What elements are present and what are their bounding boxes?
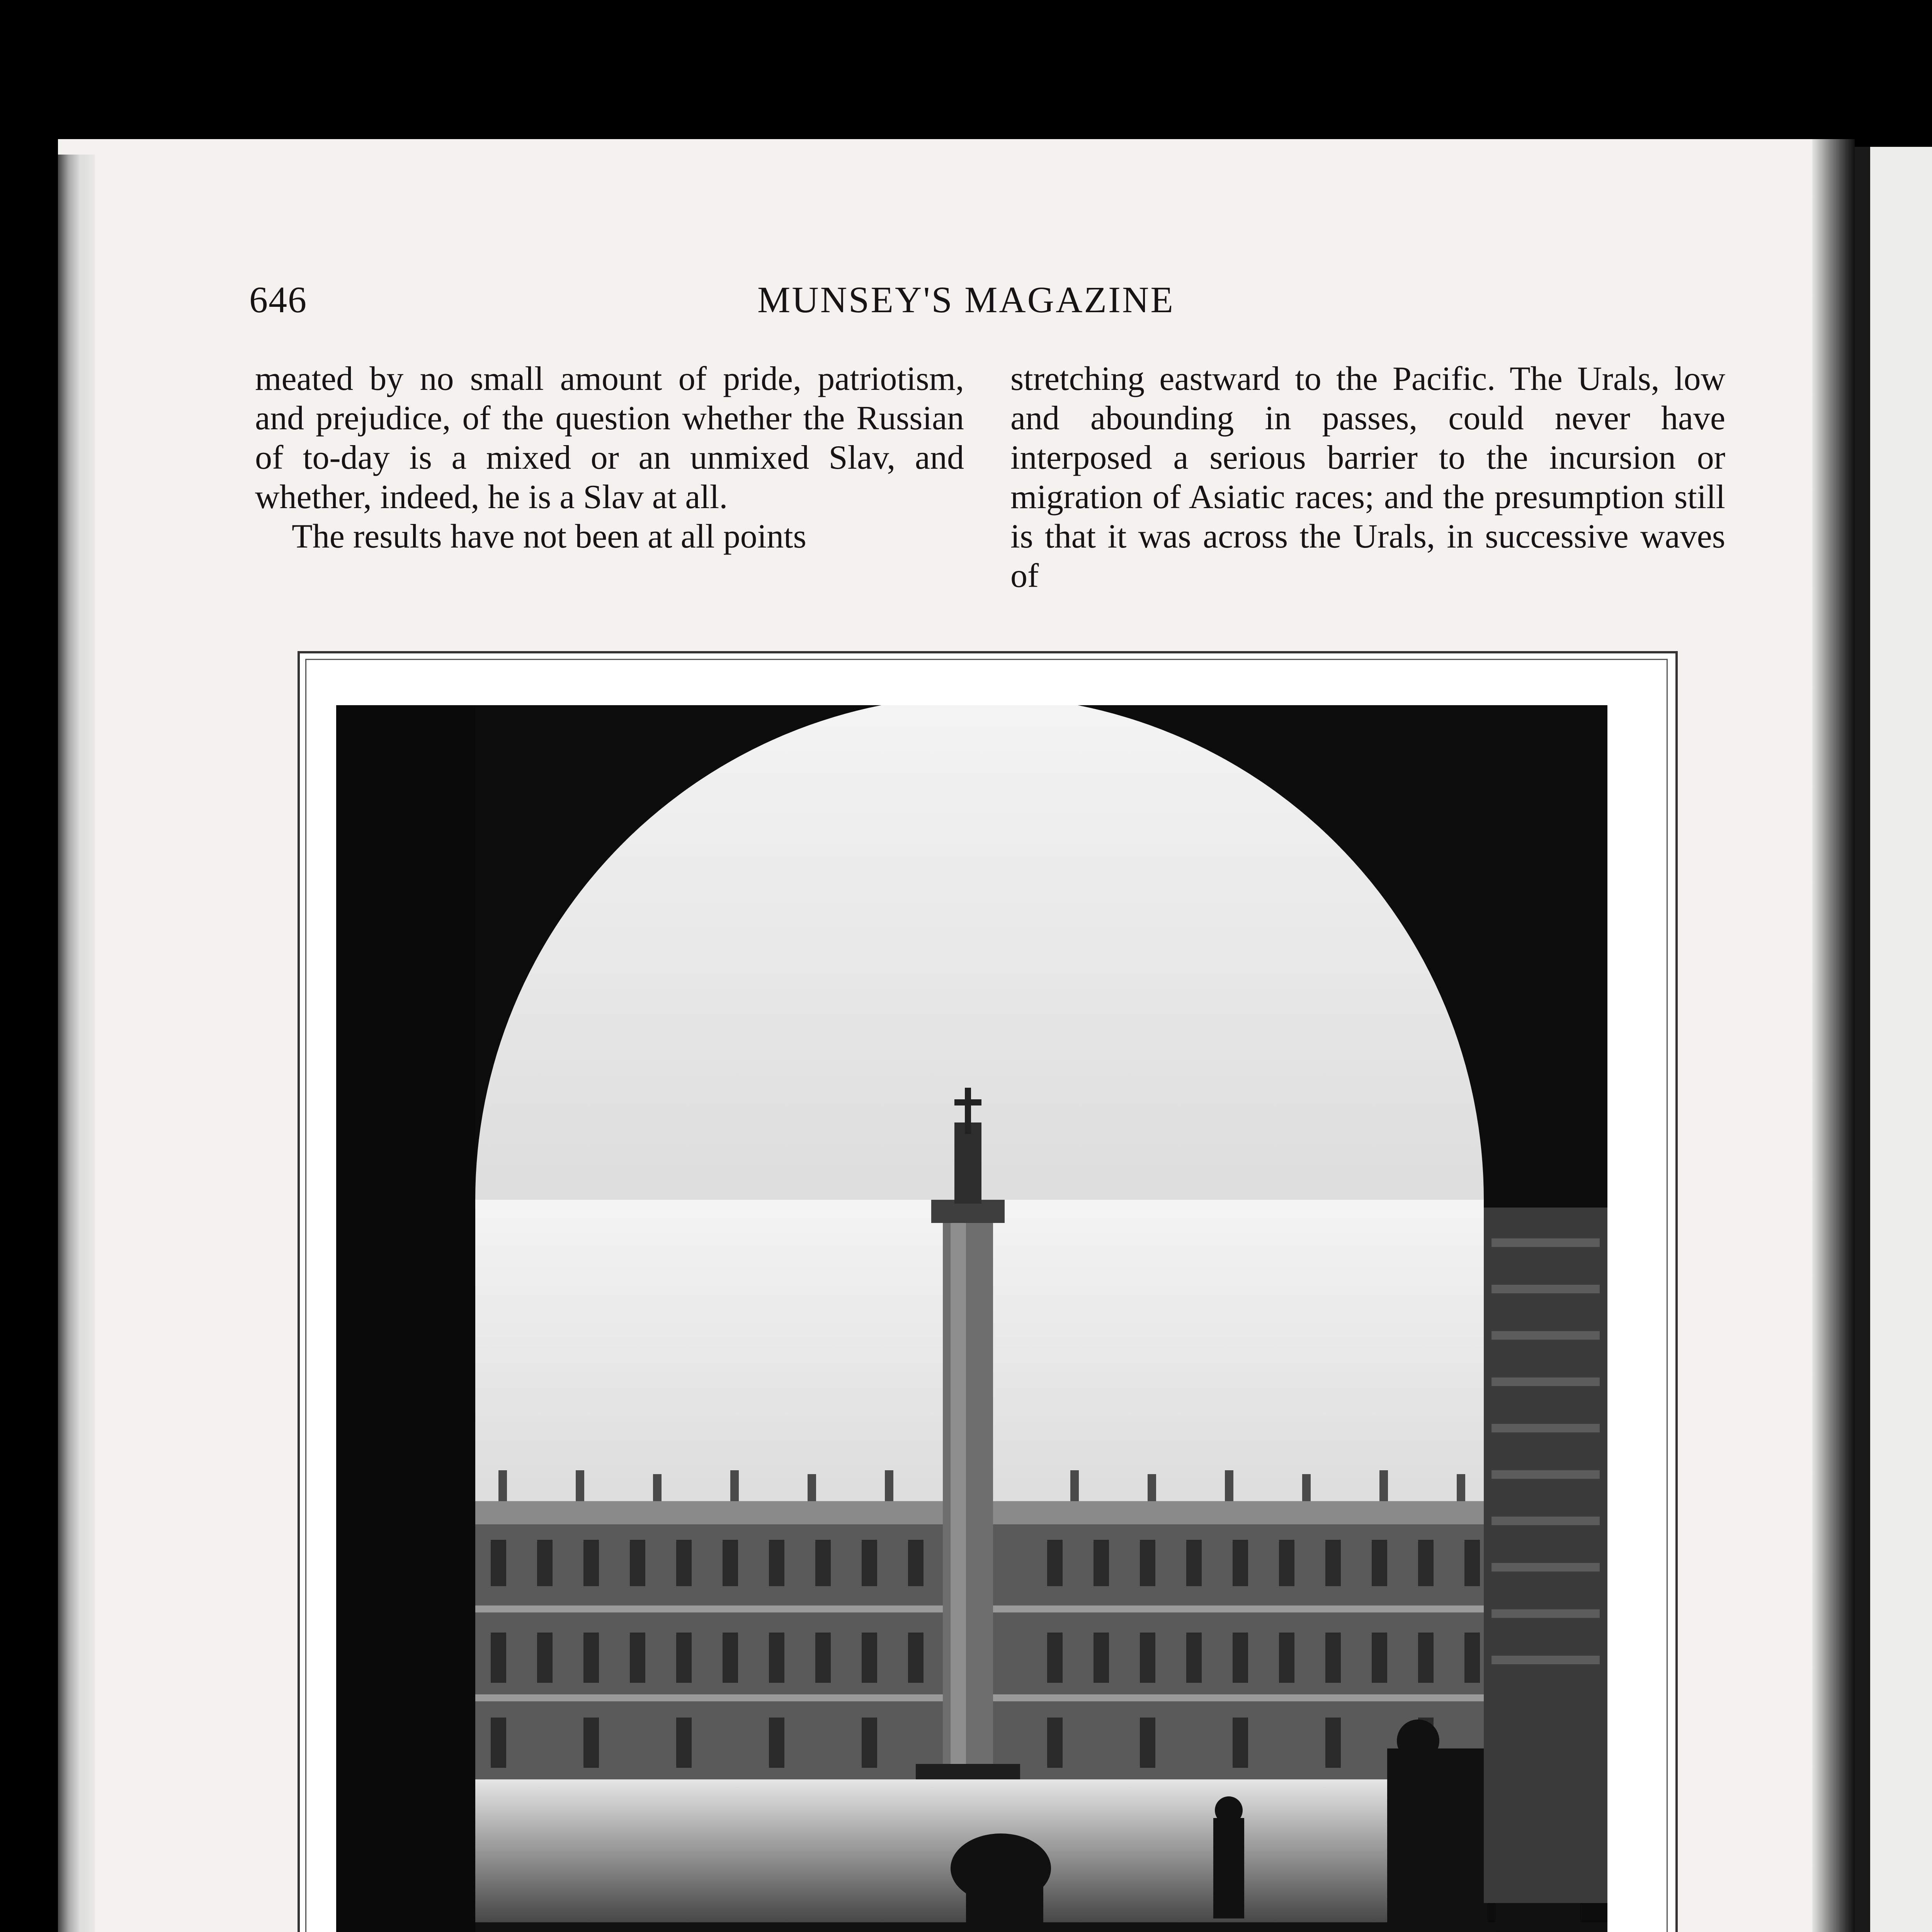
page-header: [0, 278, 1932, 325]
top-right-column: [1010, 359, 1725, 596]
page-edge-shadow: [58, 155, 95, 1932]
paragraph: stretching eastward to the Pacific. The Urals, low and abounding in passes, could never have interposed a serious barrier to the incursion or migration of Asiatic races; and the presumption still is that it was across the Urals, in successive waves of: [1010, 360, 1725, 595]
page-number: 646: [249, 279, 307, 320]
archway-illustration: [336, 705, 1607, 1932]
binding-shadow: [1812, 139, 1855, 1932]
top-left-column: [255, 359, 964, 556]
running-head: MUNSEY'S MAGAZINE: [757, 279, 1175, 320]
adjacent-page-shadow: [1855, 147, 1870, 1932]
winter-palace-photograph: [336, 705, 1607, 1932]
paragraph: The results have not been at all points: [292, 518, 806, 555]
paragraph: meated by no small amount of pride, patriotism, and prejudice, of the question whether the Russian of to-day is a mixed or an unmixed Slav, and whether, indeed, he is a Slav at all.: [255, 360, 964, 516]
